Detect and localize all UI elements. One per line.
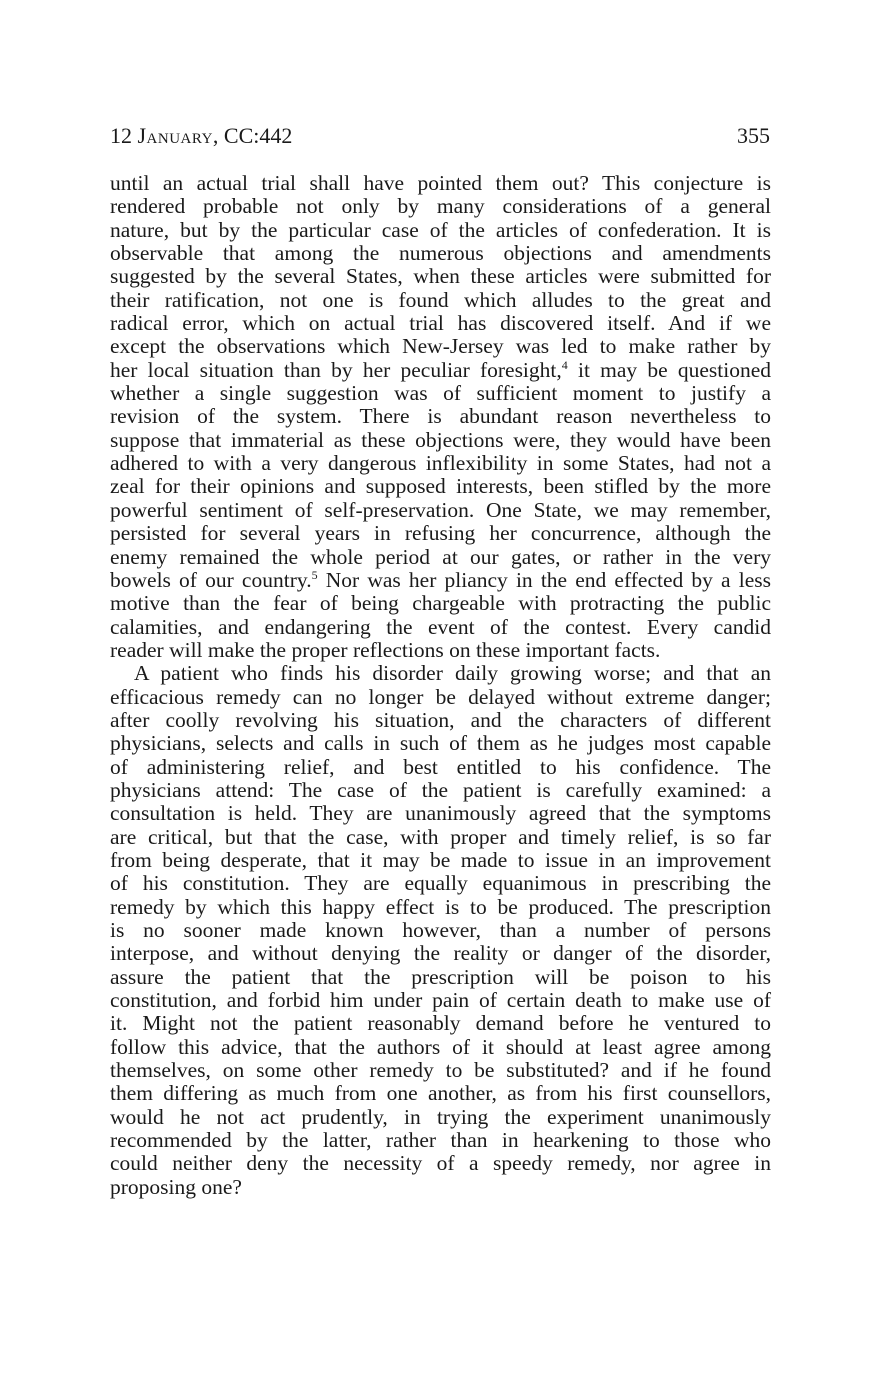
running-head-document-ref: , CC:442 [212, 123, 293, 148]
paragraph [110, 172, 771, 662]
text-segment: consultation is held. They are unanimously agreed that the symptoms [110, 801, 771, 826]
text-segment: physicians attend: The case of the patient is carefully examined: a [110, 777, 771, 802]
text-line [110, 522, 771, 545]
text-segment: them differing as much from one another, as from his first counsellors, [110, 1081, 771, 1106]
text-segment: after coolly revolving his situation, and the characters of different [110, 707, 771, 732]
text-line [110, 872, 771, 895]
text-line [110, 919, 771, 942]
paragraph [110, 662, 771, 1199]
text-line [110, 569, 771, 592]
text-segment: motive than the fear of being chargeable with protracting the public [110, 591, 771, 616]
text-line [110, 1152, 771, 1175]
text-segment: proposing one? [110, 1174, 242, 1199]
text-segment: except the observations which New-Jersey was led to make rather by [110, 334, 771, 359]
text-line [110, 826, 771, 849]
text-segment: suggested by the several States, when these articles were submitted for [110, 264, 771, 289]
text-line [110, 1036, 771, 1059]
text-line [110, 1082, 771, 1105]
text-segment: Nor was her pliancy in the end effected by a less [317, 567, 771, 592]
text-line [110, 896, 771, 919]
text-line [110, 1012, 771, 1035]
text-segment: could neither deny the necessity of a speedy remedy, nor agree in [110, 1151, 771, 1176]
text-line [110, 1106, 771, 1129]
text-line [110, 219, 771, 242]
text-segment: suppose that immaterial as these objections were, they would have been [110, 427, 771, 452]
page-number: 355 [737, 123, 770, 148]
text-line [110, 756, 771, 779]
text-segment: whether a single suggestion was of sufficient moment to justify a [110, 381, 771, 406]
text-line [110, 1129, 771, 1152]
text-segment: enemy remained the whole period at our gates, or rather in the very [110, 544, 771, 569]
text-segment: it may be questioned [567, 357, 772, 382]
text-line [110, 475, 771, 498]
text-segment: powerful sentiment of self-preservation. One State, we may remember, [110, 497, 771, 522]
text-segment: constitution, and forbid him under pain of certain death to make use of [110, 988, 771, 1013]
text-segment: observable that among the numerous objections and amendments [110, 241, 771, 266]
text-segment: would he not act prudently, in trying the experiment unanimously [110, 1104, 771, 1129]
text-segment: themselves, on some other remedy to be substituted? and if he found [110, 1058, 771, 1083]
text-line [110, 546, 771, 569]
text-segment: are critical, but that the case, with proper and timely relief, is so far [110, 824, 771, 849]
text-line [110, 405, 771, 428]
text-segment: their ratification, not one is found which alludes to the great and [110, 287, 771, 312]
text-segment: her local situation than by her peculiar foresight, [110, 357, 562, 382]
text-line [110, 382, 771, 405]
footnote-ref: 5 [311, 567, 318, 582]
text-line [110, 429, 771, 452]
text-segment: until an actual trial shall have pointed them out? This conjecture is [110, 171, 771, 195]
text-line [110, 779, 771, 802]
text-line [110, 592, 771, 615]
text-line [110, 242, 771, 265]
text-line [110, 1176, 771, 1199]
text-segment: of his constitution. They are equally equanimous in prescribing the [110, 871, 771, 896]
page-header [110, 121, 770, 151]
text-line [110, 359, 771, 382]
text-segment: follow this advice, that the authors of it should at least agree among [110, 1034, 771, 1059]
text-line [110, 452, 771, 475]
text-segment: interpose, and without denying the reality or danger of the disorder, [110, 941, 771, 966]
text-line [110, 662, 771, 685]
text-segment: of administering relief, and best entitled to his confidence. The [110, 754, 771, 779]
text-segment: assure the patient that the prescription will be poison to his [110, 964, 771, 989]
text-segment: nature, but by the particular case of the articles of confederation. It is [110, 217, 771, 242]
text-segment: bowels of our country. [110, 567, 312, 592]
text-segment: calamities, and endangering the event of the contest. Every candid [110, 614, 771, 639]
text-segment: reader will make the proper reflections on these important facts. [110, 637, 661, 662]
text-segment: physicians, selects and calls in such of them as he judges most capable [110, 731, 771, 756]
text-line [110, 335, 771, 358]
text-line [110, 172, 771, 195]
running-head-date-number: 12 [110, 123, 132, 148]
text-line [110, 1059, 771, 1082]
text-line [110, 709, 771, 732]
text-line [110, 639, 771, 662]
text-line [110, 989, 771, 1012]
text-line [110, 265, 771, 288]
text-segment: rendered probable not only by many considerations of a general [110, 194, 771, 219]
text-segment: efficacious remedy can no longer be delayed without extreme danger; [110, 684, 771, 709]
text-line [110, 802, 771, 825]
text-segment: it. Might not the patient reasonably demand before he ventured to [110, 1011, 771, 1036]
text-line [110, 732, 771, 755]
text-segment: is no sooner made known however, than a number of persons [110, 918, 771, 942]
footnote-ref: 4 [561, 357, 568, 372]
text-segment: remedy by which this happy effect is to be produced. The prescription [110, 894, 771, 919]
text-segment: from being desperate, that it may be made to issue in an improvement [110, 847, 771, 872]
text-line [110, 499, 771, 522]
text-line [110, 686, 771, 709]
text-segment: recommended by the latter, rather than in hearkening to those who [110, 1128, 771, 1153]
text-line [110, 942, 771, 965]
text-line [110, 312, 771, 335]
text-segment: adhered to with a very dangerous inflexibility in some States, had not a [110, 451, 771, 476]
text-line [110, 849, 771, 872]
text-line [110, 195, 771, 218]
text-segment: radical error, which on actual trial has discovered itself. And if we [110, 311, 771, 336]
text-line [110, 616, 771, 639]
body-text [110, 172, 771, 1199]
text-segment: zeal for their opinions and supposed interests, been stifled by the more [110, 474, 771, 499]
text-line [110, 966, 771, 989]
text-segment: revision of the system. There is abundant reason nevertheless to [110, 404, 771, 429]
text-segment: A patient who finds his disorder daily growing worse; and that an [134, 661, 771, 686]
text-line [110, 289, 771, 312]
running-head-month: January [137, 123, 213, 148]
running-head [110, 121, 292, 151]
text-segment: persisted for several years in refusing her concurrence, although the [110, 521, 771, 546]
